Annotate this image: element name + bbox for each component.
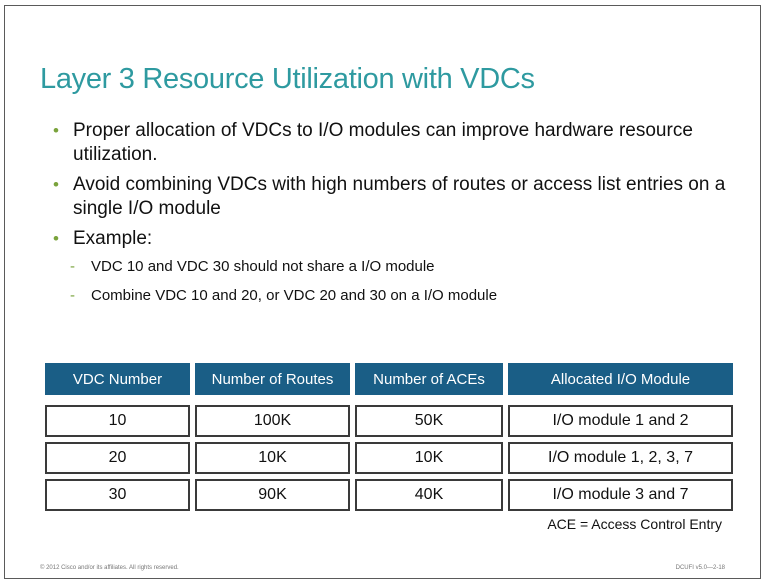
bullet-item — [53, 119, 753, 167]
sub-bullet-item — [53, 286, 753, 306]
bullet-text: Proper allocation of VDCs to I/O modules can improve hardware resource utilization. — [73, 120, 693, 165]
table-cell: 20 — [45, 442, 190, 474]
course-code: DCUFI v5.0—2-18 — [675, 565, 725, 571]
table-cell: 10 — [45, 405, 190, 437]
sub-bullet-item — [53, 257, 753, 277]
header-allocated-module: Allocated I/O Module — [508, 363, 733, 395]
dash-icon: - — [70, 287, 75, 304]
bullet-dot-icon: • — [53, 175, 59, 194]
sub-bullet-text: VDC 10 and VDC 30 should not share a I/O module — [91, 258, 435, 275]
dash-icon: - — [70, 258, 75, 275]
sub-bullet-text: Combine VDC 10 and 20, or VDC 20 and 30 on a I/O module — [91, 287, 498, 304]
table-cell: I/O module 3 and 7 — [508, 479, 733, 511]
bullet-dot-icon: • — [53, 121, 59, 140]
bullet-text: Example: — [73, 228, 153, 249]
table-cell: 40K — [355, 479, 503, 511]
ace-footnote: ACE = Access Control Entry — [547, 516, 722, 532]
table-cell: 100K — [195, 405, 350, 437]
header-vdc-number: VDC Number — [45, 363, 190, 395]
slide-title: Layer 3 Resource Utilization with VDCs — [40, 63, 535, 95]
table-cell: 50K — [355, 405, 503, 437]
bullet-item — [53, 227, 753, 251]
table-cell: I/O module 1 and 2 — [508, 405, 733, 437]
bullet-text: Avoid combining VDCs with high numbers of routes or access list entries on a single I/O module — [73, 174, 726, 219]
table-cell: 10K — [355, 442, 503, 474]
slide — [4, 5, 761, 579]
bullet-dot-icon: • — [53, 229, 59, 248]
header-number-of-aces: Number of ACEs — [355, 363, 503, 395]
header-number-of-routes: Number of Routes — [195, 363, 350, 395]
table-cell: 90K — [195, 479, 350, 511]
bullet-list — [53, 119, 753, 315]
table-cell: I/O module 1, 2, 3, 7 — [508, 442, 733, 474]
copyright-text: © 2012 Cisco and/or its affiliates. All rights reserved. — [40, 565, 179, 571]
bullet-item — [53, 173, 753, 221]
table-cell: 30 — [45, 479, 190, 511]
table-cell: 10K — [195, 442, 350, 474]
